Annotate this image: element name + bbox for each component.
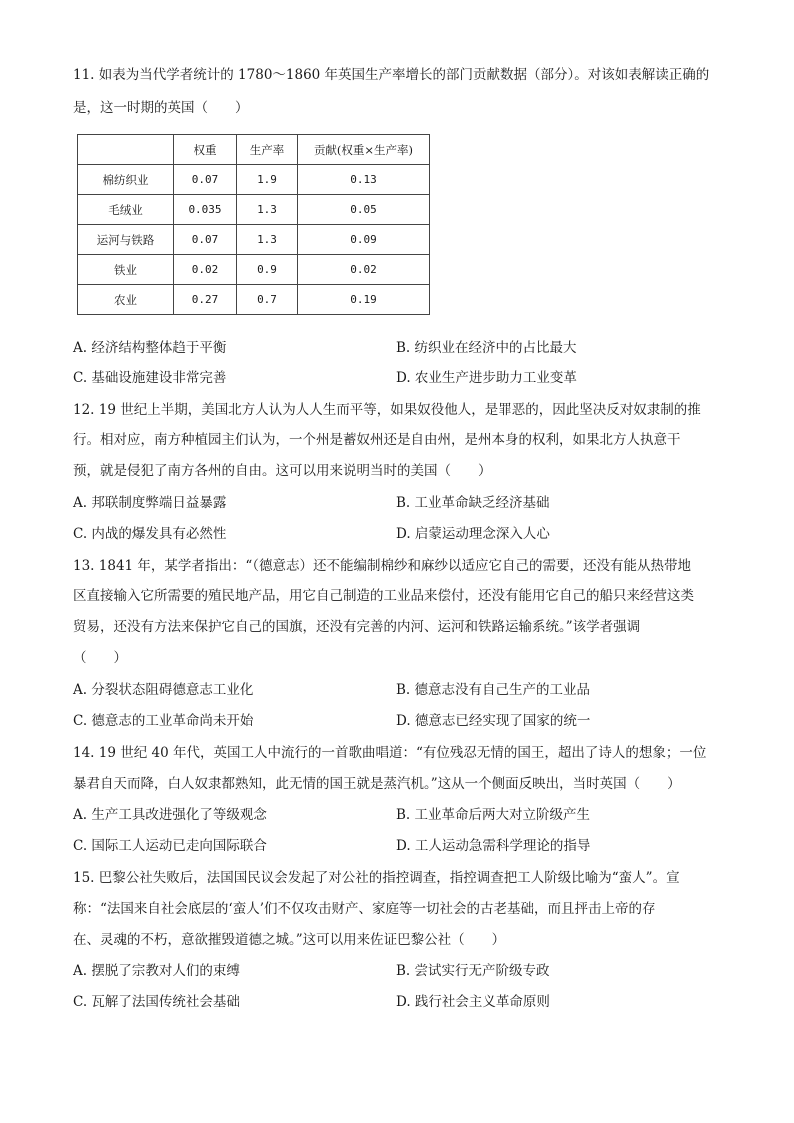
table-cell: 1.3 <box>237 225 298 255</box>
q13-option-d[interactable]: D. 德意志已经实现了国家的统一 <box>396 713 591 729</box>
q14-option-d[interactable]: D. 工人运动急需科学理论的指导 <box>396 838 591 854</box>
table-cell: 0.02 <box>298 255 430 285</box>
q12-option-d[interactable]: D. 启蒙运动理念深入人心 <box>396 526 550 542</box>
table-cell: 0.7 <box>237 285 298 315</box>
q14-option-b[interactable]: B. 工业革命后两大对立阶级产生 <box>396 807 591 823</box>
q12-stem-line-1: 12. 19 世纪上半期，美国北方人认为人人生而平等，如果奴役他人，是罪恶的，因此坚决反对奴隶制的推 <box>73 402 701 418</box>
table-header-cell: 贡献(权重×生产率) <box>298 135 430 165</box>
q15-option-b[interactable]: B. 尝试实行无产阶级专政 <box>396 963 550 979</box>
q13-option-a[interactable]: A. 分裂状态阻碍德意志工业化 <box>73 682 254 698</box>
table-cell: 0.09 <box>298 225 430 255</box>
q13-option-c[interactable]: C. 德意志的工业革命尚未开始 <box>73 713 254 729</box>
q15-stem-line-1: 15. 巴黎公社失败后，法国国民议会发起了对公社的指控调查，指控调查把工人阶级比喻为“蛮人”。宣 <box>73 870 680 886</box>
q15-stem-line-2: 称：“法国来自社会底层的‘蛮人’们不仅攻击财产、家庭等一切社会的古老基础，而且抨击上帝的存 <box>73 901 656 917</box>
q13-option-b[interactable]: B. 德意志没有自己生产的工业品 <box>396 682 591 698</box>
q11-option-d[interactable]: D. 农业生产进步助力工业变革 <box>396 370 577 386</box>
table-cell: 1.9 <box>237 165 298 195</box>
table-cell: 0.19 <box>298 285 430 315</box>
table-cell: 农业 <box>78 285 174 315</box>
q14-stem-line-1: 14. 19 世纪 40 年代，英国工人中流行的一首歌曲唱道：“有位残忍无情的国王，超出了诗人的想象；一位 <box>73 745 707 761</box>
q13-stem-line-2: 区直接输入它所需要的殖民地产品，用它自己制造的工业品来偿付，还没有能用它自己的船只来经营这类 <box>73 588 694 604</box>
table-cell: 棉纺织业 <box>78 165 174 195</box>
q11-option-c[interactable]: C. 基础设施建设非常完善 <box>73 370 227 386</box>
q14-option-c[interactable]: C. 国际工人运动已走向国际联合 <box>73 838 267 854</box>
table-row <box>78 255 430 285</box>
q15-stem-line-3: 在、灵魂的不朽，意欲摧毁道德之城。”这可以用来佐证巴黎公社（ ） <box>73 932 506 948</box>
table-row <box>78 195 430 225</box>
table-header-cell: 生产率 <box>237 135 298 165</box>
q12-option-c[interactable]: C. 内战的爆发具有必然性 <box>73 526 227 542</box>
q11-option-b[interactable]: B. 纺织业在经济中的占比最大 <box>396 340 577 356</box>
q11-option-a[interactable]: A. 经济结构整体趋于平衡 <box>73 340 227 356</box>
q12-stem-line-3: 预，就是侵犯了南方各州的自由。这可以用来说明当时的美国（ ） <box>73 463 492 479</box>
q15-option-d[interactable]: D. 践行社会主义革命原则 <box>396 994 550 1010</box>
q15-option-c[interactable]: C. 瓦解了法国传统社会基础 <box>73 994 240 1010</box>
q12-option-a[interactable]: A. 邦联制度弊端日益暴露 <box>73 495 227 511</box>
table-header-cell <box>78 135 174 165</box>
q14-option-a[interactable]: A. 生产工具改进强化了等级观念 <box>73 807 267 823</box>
table-cell: 0.13 <box>298 165 430 195</box>
table-row <box>78 225 430 255</box>
q12-stem-line-2: 行。相对应，南方种植园主们认为，一个州是蓄奴州还是自由州，是州本身的权利，如果北方人执意干 <box>73 432 681 448</box>
table-cell: 铁业 <box>78 255 174 285</box>
q13-stem-line-1: 13. 1841 年，某学者指出：“（德意志）还不能编制棉纱和麻纱以适应它自己的需要，还没有能从热带地 <box>73 558 692 574</box>
table-row <box>78 165 430 195</box>
table-cell: 毛绒业 <box>78 195 174 225</box>
table-cell: 0.07 <box>174 225 237 255</box>
table-cell: 0.05 <box>298 195 430 225</box>
q12-option-b[interactable]: B. 工业革命缺乏经济基础 <box>396 495 550 511</box>
table-cell: 运河与铁路 <box>78 225 174 255</box>
q13-stem-line-4: （ ） <box>73 650 127 666</box>
q11-stem-line-2: 是，这一时期的英国（ ） <box>73 100 249 116</box>
q15-option-a[interactable]: A. 摆脱了宗教对人们的束缚 <box>73 963 240 979</box>
q11-stem-line-1: 11. 如表为当代学者统计的 1780～1860 年英国生产率增长的部门贡献数据（部分）。对该如表解读正确的 <box>73 67 710 83</box>
table-cell: 0.02 <box>174 255 237 285</box>
table-header-cell: 权重 <box>174 135 237 165</box>
productivity-table <box>77 134 430 315</box>
table-cell: 1.3 <box>237 195 298 225</box>
table-cell: 0.27 <box>174 285 237 315</box>
table-header-row <box>78 135 430 165</box>
q14-stem-line-2: 暴君自天而降，白人奴隶都熟知，此无情的国王就是蒸汽机。”这从一个侧面反映出，当时英国（ ） <box>73 776 681 792</box>
table-cell: 0.035 <box>174 195 237 225</box>
table-row <box>78 285 430 315</box>
table-cell: 0.07 <box>174 165 237 195</box>
q13-stem-line-3: 贸易，还没有方法来保护它自己的国旗，还没有完善的内河、运河和铁路运输系统。”该学者强调 <box>73 619 641 635</box>
table-cell: 0.9 <box>237 255 298 285</box>
